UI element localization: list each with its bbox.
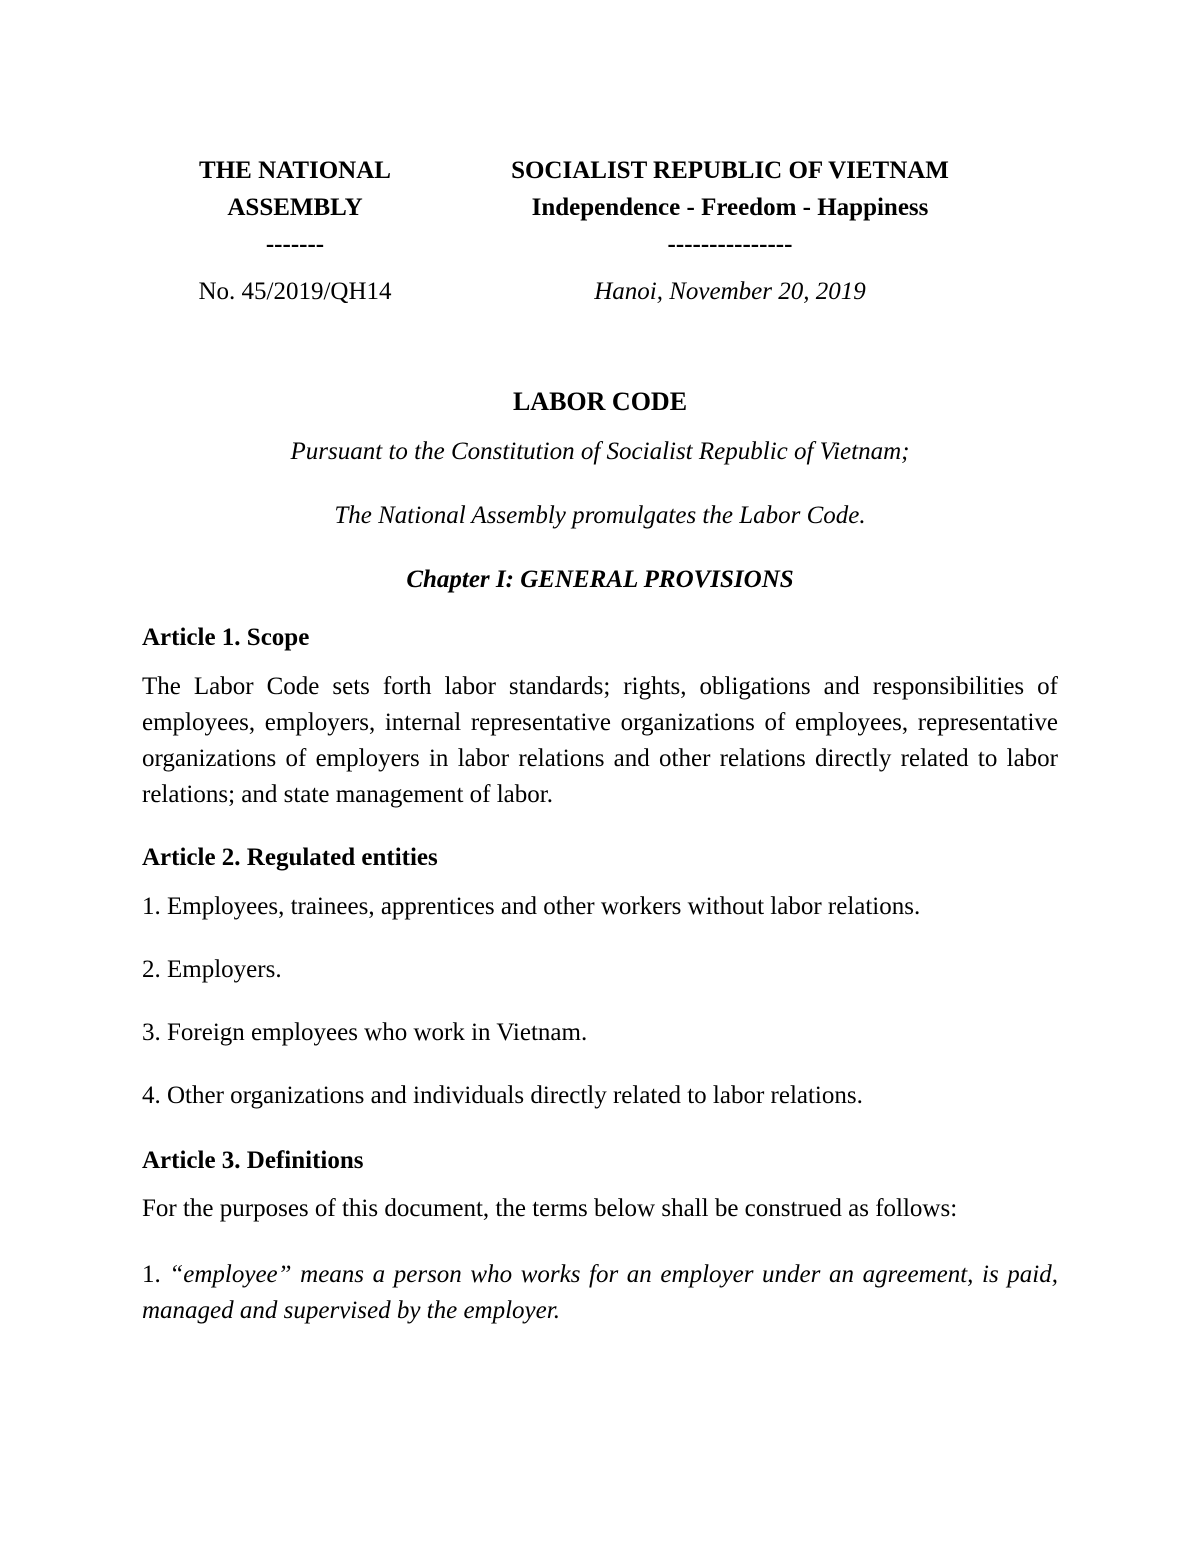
issuer-block [150,152,440,263]
issuer-rule: ------- [265,231,325,258]
article-2-item-4: 4. Other organizations and individuals directly related to labor relations. [142,1082,863,1109]
article-3-intro: For the purposes of this document, the terms below shall be construed as follows: [142,1195,958,1222]
article-3-heading: Article 3. Definitions [142,1147,364,1174]
preamble-line-1: Pursuant to the Constitution of Socialist Republic of Vietnam; [290,438,910,465]
article-2-item-1: 1. Employees, trainees, apprentices and other workers without labor relations. [142,893,921,920]
document-title: LABOR CODE [512,387,688,416]
article-1-body: The Labor Code sets forth labor standards; rights, obligations and responsibilities of employees, employers, internal representative organizations of employees, representative organizations of employers in labor relations and other relations directly related to labor relations; and state management of labor. [142,673,1058,808]
definition-1-number: 1. [142,1261,170,1288]
preamble-line-2: The National Assembly promulgates the Labor Code. [334,502,866,529]
national-motto-block [440,152,1020,263]
motto-rule: --------------- [667,231,793,258]
issuer-line-2: ASSEMBLY [227,194,363,221]
issuer-line-1: THE NATIONAL [199,157,391,184]
article-2-item-2: 2. Employers. [142,956,282,983]
definition-1-text: “employee” means a person who works for an employer under an agreement, is paid, managed and supervised by the employer. [142,1261,1058,1324]
chapter-heading: Chapter I: GENERAL PROVISIONS [406,566,794,593]
article-2-item-3: 3. Foreign employees who work in Vietnam. [142,1019,588,1046]
article-2-heading: Article 2. Regulated entities [142,844,438,871]
national-motto: Independence - Freedom - Happiness [531,194,929,221]
article-3-definition-1 [142,1257,1058,1329]
country-name: SOCIALIST REPUBLIC OF VIETNAM [511,157,949,184]
document-number: No. 45/2019/QH14 [198,278,392,305]
article-1-heading: Article 1. Scope [142,624,310,651]
document-date: Hanoi, November 20, 2019 [594,278,866,305]
